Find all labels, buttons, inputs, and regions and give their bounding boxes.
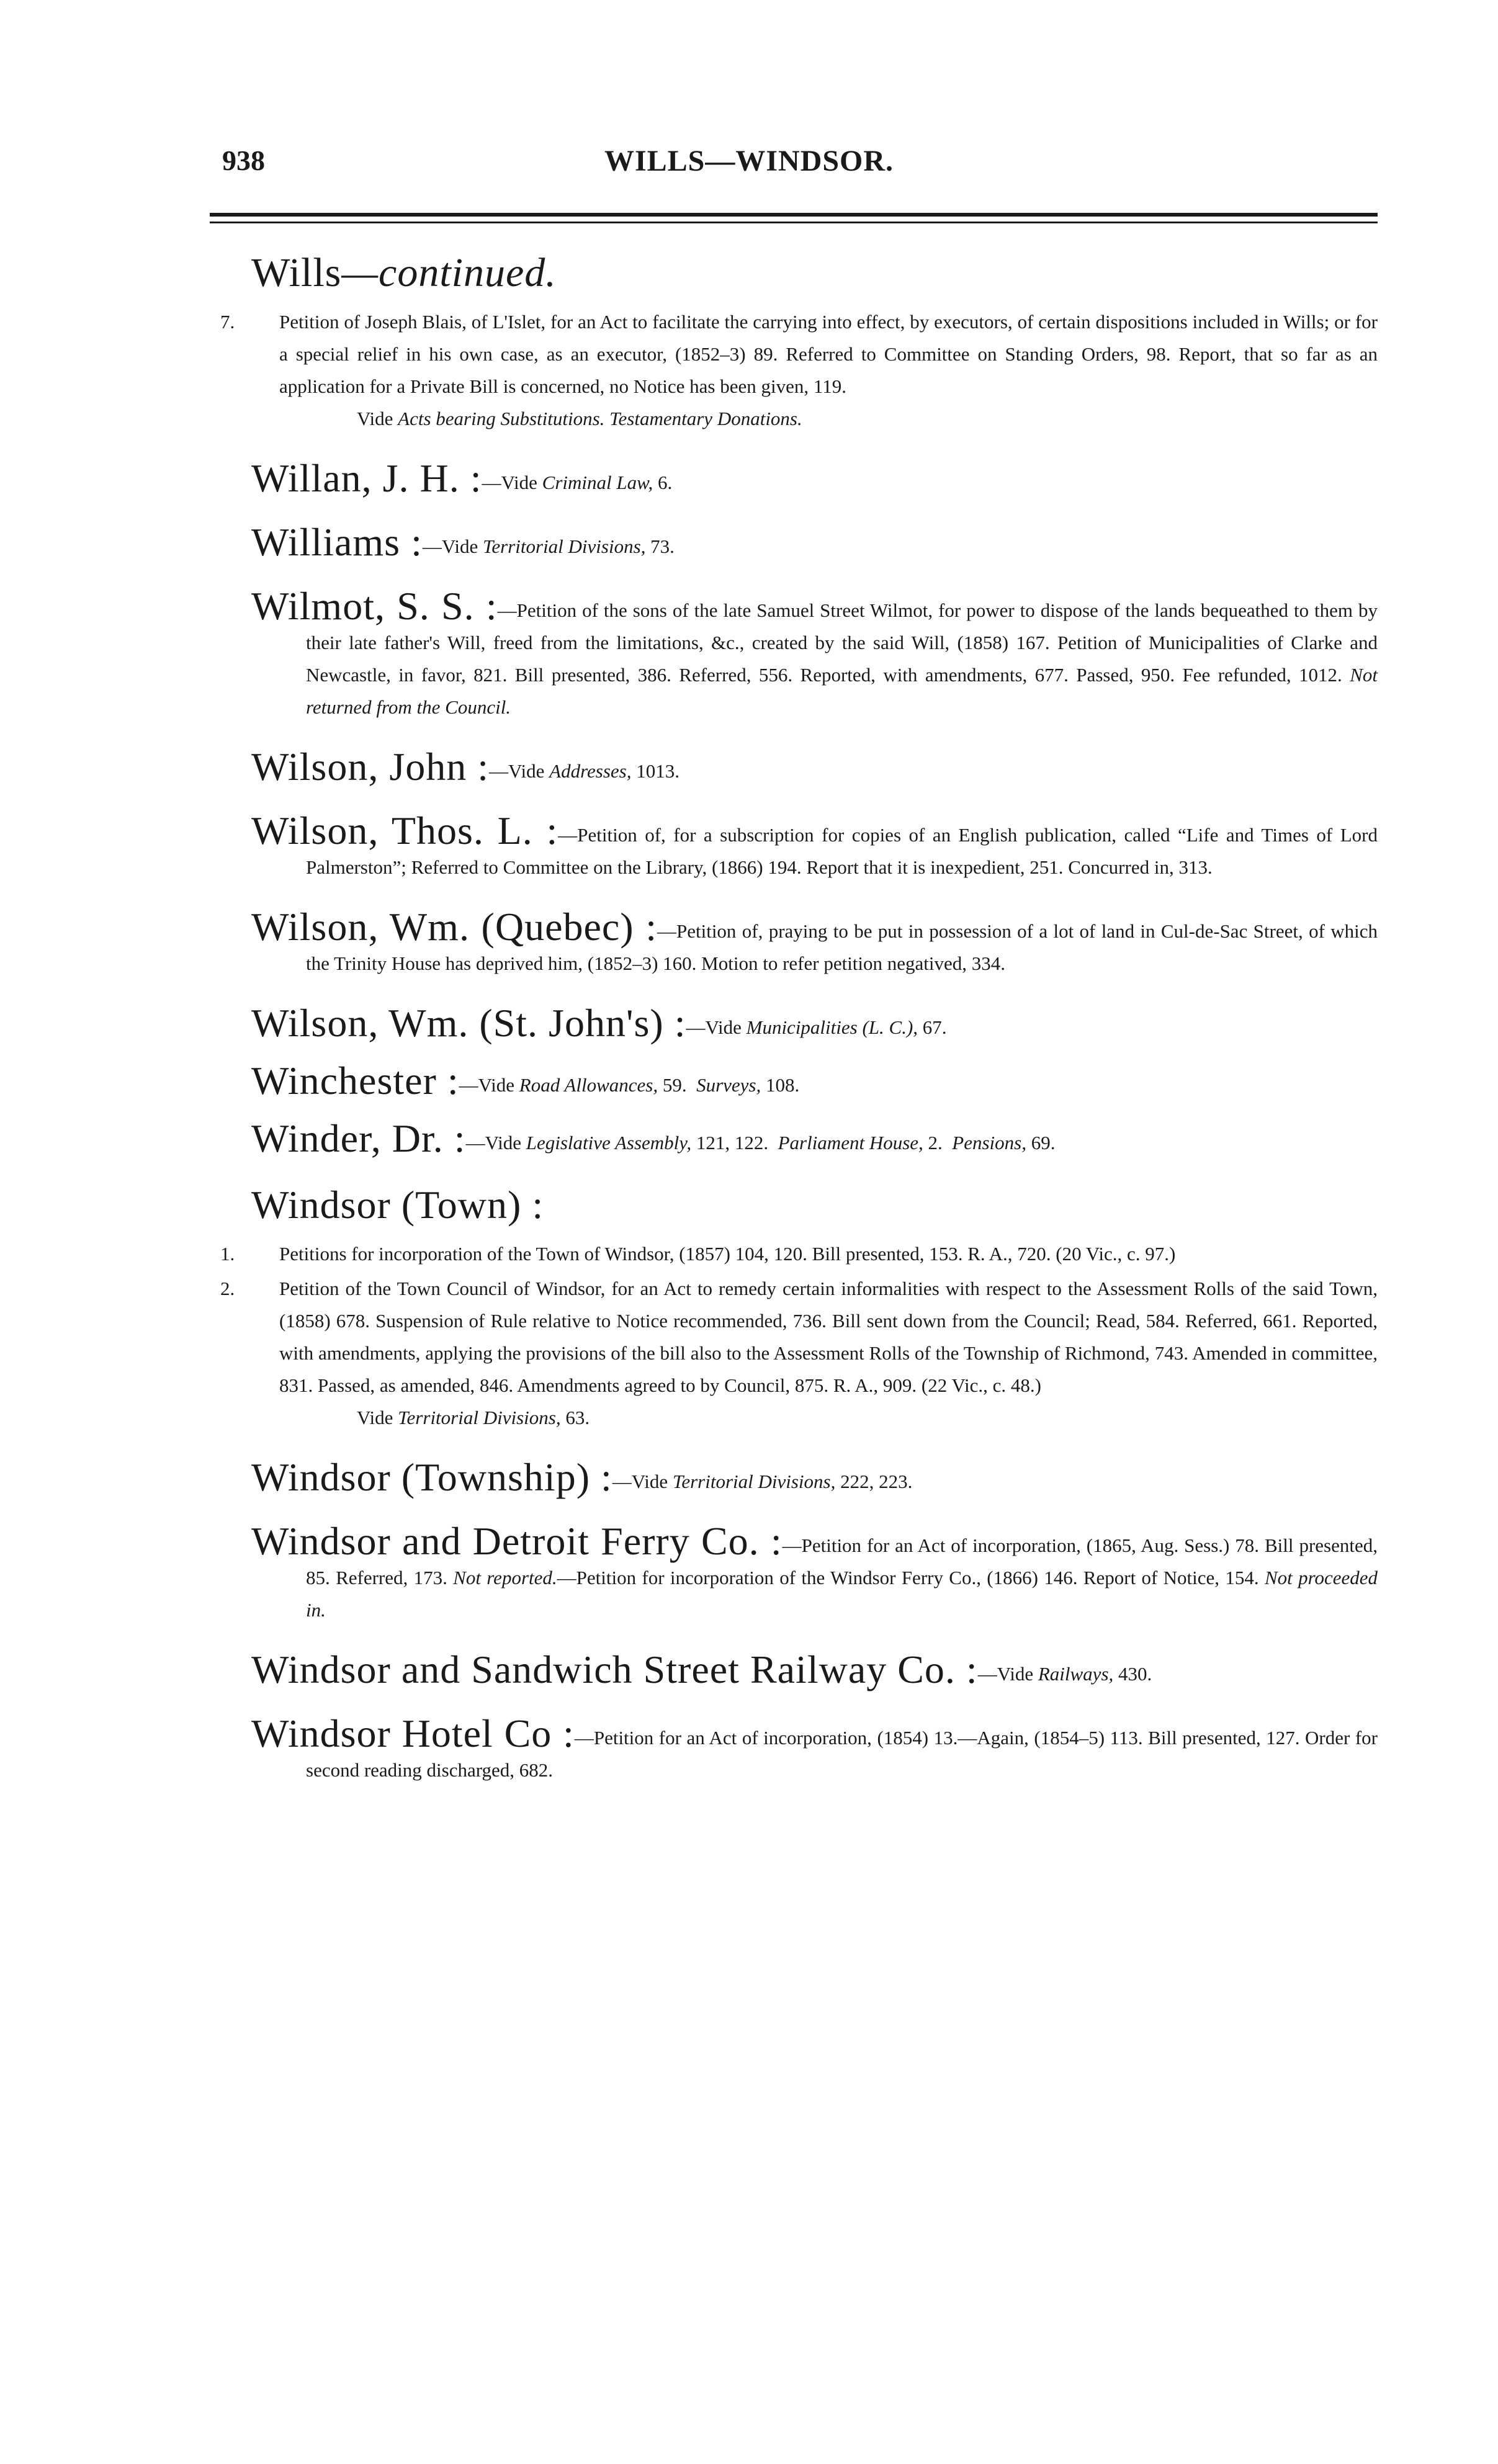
page-ref: 67.: [922, 1016, 947, 1038]
vide-ref: Pensions,: [952, 1132, 1026, 1154]
entry-heading: Wilson, Wm. (St. John's) :: [251, 1001, 686, 1045]
vide-ref: Addresses,: [549, 760, 632, 782]
entry-wilson-wm-quebec: [251, 905, 1378, 980]
page-ref: 222, 223.: [840, 1471, 913, 1492]
item-text: Petition of Joseph Blais, of L'Islet, for an Act to facilitate the carrying into effect, by executors, of certain dispositions included in Wills; or for a special relief in his own case, as an executor, (1852–3) 89. Referred to Committee on Standing Orders, 98. Report, that so far as an application for a Private Bill is concerned, no Notice has been given, 119.: [279, 311, 1378, 397]
vide-prefix: Vide: [357, 408, 393, 429]
entry-heading: Windsor (Township) :: [251, 1455, 612, 1499]
item-number: 2.: [220, 1278, 235, 1299]
entry-windsor-sandwich-railway: [251, 1647, 1378, 1691]
entry-winchester: [251, 1059, 1378, 1103]
entry-wilmot: [251, 584, 1378, 724]
entry-williams: [251, 520, 1378, 564]
vide-ref: Criminal Law,: [542, 472, 653, 493]
entry-windsor-hotel: [251, 1711, 1378, 1786]
index-content: [220, 248, 1378, 1786]
page-ref: 59.: [662, 1074, 687, 1096]
item-text: Petition of the Town Council of Windsor, for an Act to remedy certain informalities with respect to the Assessment Rolls of the said Town, (1858) 678. Suspension of Rule relative to Notice recommended, 736. Bill sent down from the Council; Read, 584. Referred, 661. Reported, with amendments, applying the provisions of the bill also to the Assessment Rolls of the Township of Richmond, 743. Amended in committee, 831. Passed, as amended, 846. Amendments agreed to by Council, 875. R. A., 909. (22 Vic., c. 48.): [279, 1278, 1378, 1396]
vide-ref: Territorial Divisions,: [398, 1407, 561, 1428]
entry-heading: Windsor Hotel Co :: [251, 1711, 575, 1755]
header-rule-thin: [210, 222, 1378, 223]
entry-heading: Wills: [251, 250, 342, 295]
vide-reference: [251, 1402, 1378, 1434]
list-item: [220, 1238, 1378, 1270]
entry-windsor-township: [251, 1455, 1378, 1499]
entry-heading: Windsor (Town) :: [251, 1183, 544, 1227]
entry-heading: Wilson, Thos. L. :: [251, 809, 558, 853]
entry-text: —Petition for incorporation of the Windsor Ferry Co., (1866) 146. Report of Notice, 154.: [557, 1567, 1259, 1588]
entry-heading: Winchester :: [251, 1059, 459, 1103]
entry-wilson-wm-stjohns: [251, 1001, 1378, 1045]
item-number: 7.: [220, 311, 235, 333]
header-rule-thick: [210, 213, 1378, 217]
entry-status: Not proceeded in.: [306, 1567, 1378, 1621]
item-text: Petitions for incorporation of the Town of Windsor, (1857) 104, 120. Bill presented, 153. R. A., 720. (20 Vic., c. 97.): [279, 1243, 1176, 1265]
entry-wilson-john: [251, 745, 1378, 789]
vide-prefix: —Vide: [489, 760, 545, 782]
entry-heading: Winder, Dr. :: [251, 1116, 466, 1160]
entry-text: —Petition of the sons of the late Samuel Street Wilmot, for power to dispose of the lands bequeathed to them by their late father's Will, freed from the limitations, &c., created by the said Will, (1858) 167. Petition of Municipalities of Clarke and Newcastle, in favor, 821. Bill presented, 386. Referred, 556. Reported, with amendments, 677. Passed, 950. Fee refunded, 1012.: [306, 599, 1378, 686]
entry-heading: Williams :: [251, 520, 423, 564]
entry-wilson-thos: [251, 809, 1378, 884]
entry-heading: Wilmot, S. S. :: [251, 584, 498, 628]
page-ref: 430.: [1118, 1663, 1152, 1685]
entry-willan: [251, 456, 1378, 500]
entry-status: Not returned from the Council.: [306, 664, 1378, 718]
entry-wills: [220, 248, 1378, 435]
vide-ref: Municipalities (L. C.),: [746, 1016, 918, 1038]
entry-windsor-town: [220, 1180, 1378, 1434]
vide-ref: Parliament House,: [778, 1132, 923, 1154]
page-ref: 121, 122.: [696, 1132, 769, 1154]
vide-prefix: —Vide: [422, 535, 478, 557]
entry-text: —Petition of, for a subscription for copies of an English publication, called “Life and Times of Lord Palmerston”; Referred to Committee on the Library, (1866) 194. Report that it is inexpedient, 251. Concurred in, 313.: [306, 824, 1378, 878]
page-number: 938: [222, 145, 265, 176]
page-ref: 69.: [1031, 1132, 1056, 1154]
vide-ref: Territorial Divisions,: [672, 1471, 836, 1492]
entry-windsor-detroit-ferry: [251, 1519, 1378, 1626]
vide-ref: Territorial Divisions,: [483, 535, 646, 557]
entry-heading: Wilson, Wm. (Quebec) :: [251, 905, 657, 949]
list-item: [220, 306, 1378, 403]
entry-text: —Petition for an Act of incorporation, (1854) 13.—Again, (1854–5) 113. Bill presented, 127. Order for second reading discharged, 682.: [306, 1727, 1378, 1781]
page-ref: 63.: [565, 1407, 590, 1428]
entry-winder: [251, 1116, 1378, 1160]
vide-prefix: —Vide: [686, 1016, 742, 1038]
vide-prefix: —Vide: [465, 1132, 521, 1154]
page-ref: 108.: [765, 1074, 800, 1096]
vide-prefix: Vide: [357, 1407, 393, 1428]
entry-heading: Wilson, John :: [251, 745, 489, 789]
page-ref: 2.: [928, 1132, 943, 1154]
entry-status: Not reported.: [453, 1567, 557, 1588]
page-ref: 73.: [650, 535, 675, 557]
vide-ref: Testamentary Donations.: [609, 408, 802, 429]
item-number: 1.: [220, 1243, 235, 1265]
page-ref: 1013.: [636, 760, 679, 782]
entry-heading: Willan, J. H. :: [251, 456, 482, 500]
vide-ref: Acts bearing Substitutions.: [398, 408, 605, 429]
page-ref: 6.: [658, 472, 673, 493]
vide-ref: Road Allowances,: [519, 1074, 658, 1096]
vide-prefix: —Vide: [459, 1074, 515, 1096]
running-head: WILLS—WINDSOR.: [604, 145, 894, 177]
vide-ref: Surveys,: [696, 1074, 761, 1096]
vide-prefix: —Vide: [612, 1471, 668, 1492]
entry-text: —Petition for an Act of incorporation, (1865, Aug. Sess.) 78. Bill presented, 85. Referred, 173.: [306, 1534, 1378, 1588]
vide-ref: Legislative Assembly,: [526, 1132, 692, 1154]
entry-heading: Windsor and Sandwich Street Railway Co. :: [251, 1647, 978, 1691]
vide-prefix: —Vide: [977, 1663, 1034, 1685]
vide-ref: Railways,: [1038, 1663, 1114, 1685]
continued-label: —continued.: [341, 250, 557, 295]
vide-reference: [251, 403, 1378, 435]
list-item: [220, 1273, 1378, 1402]
entry-text: —Petition of, praying to be put in possession of a lot of land in Cul-de-Sac Street, of which the Trinity House has deprived him, (1852–3) 160. Motion to refer petition negatived, 334.: [306, 920, 1378, 974]
entry-heading: Windsor and Detroit Ferry Co. :: [251, 1519, 783, 1563]
vide-prefix: —Vide: [482, 472, 537, 493]
